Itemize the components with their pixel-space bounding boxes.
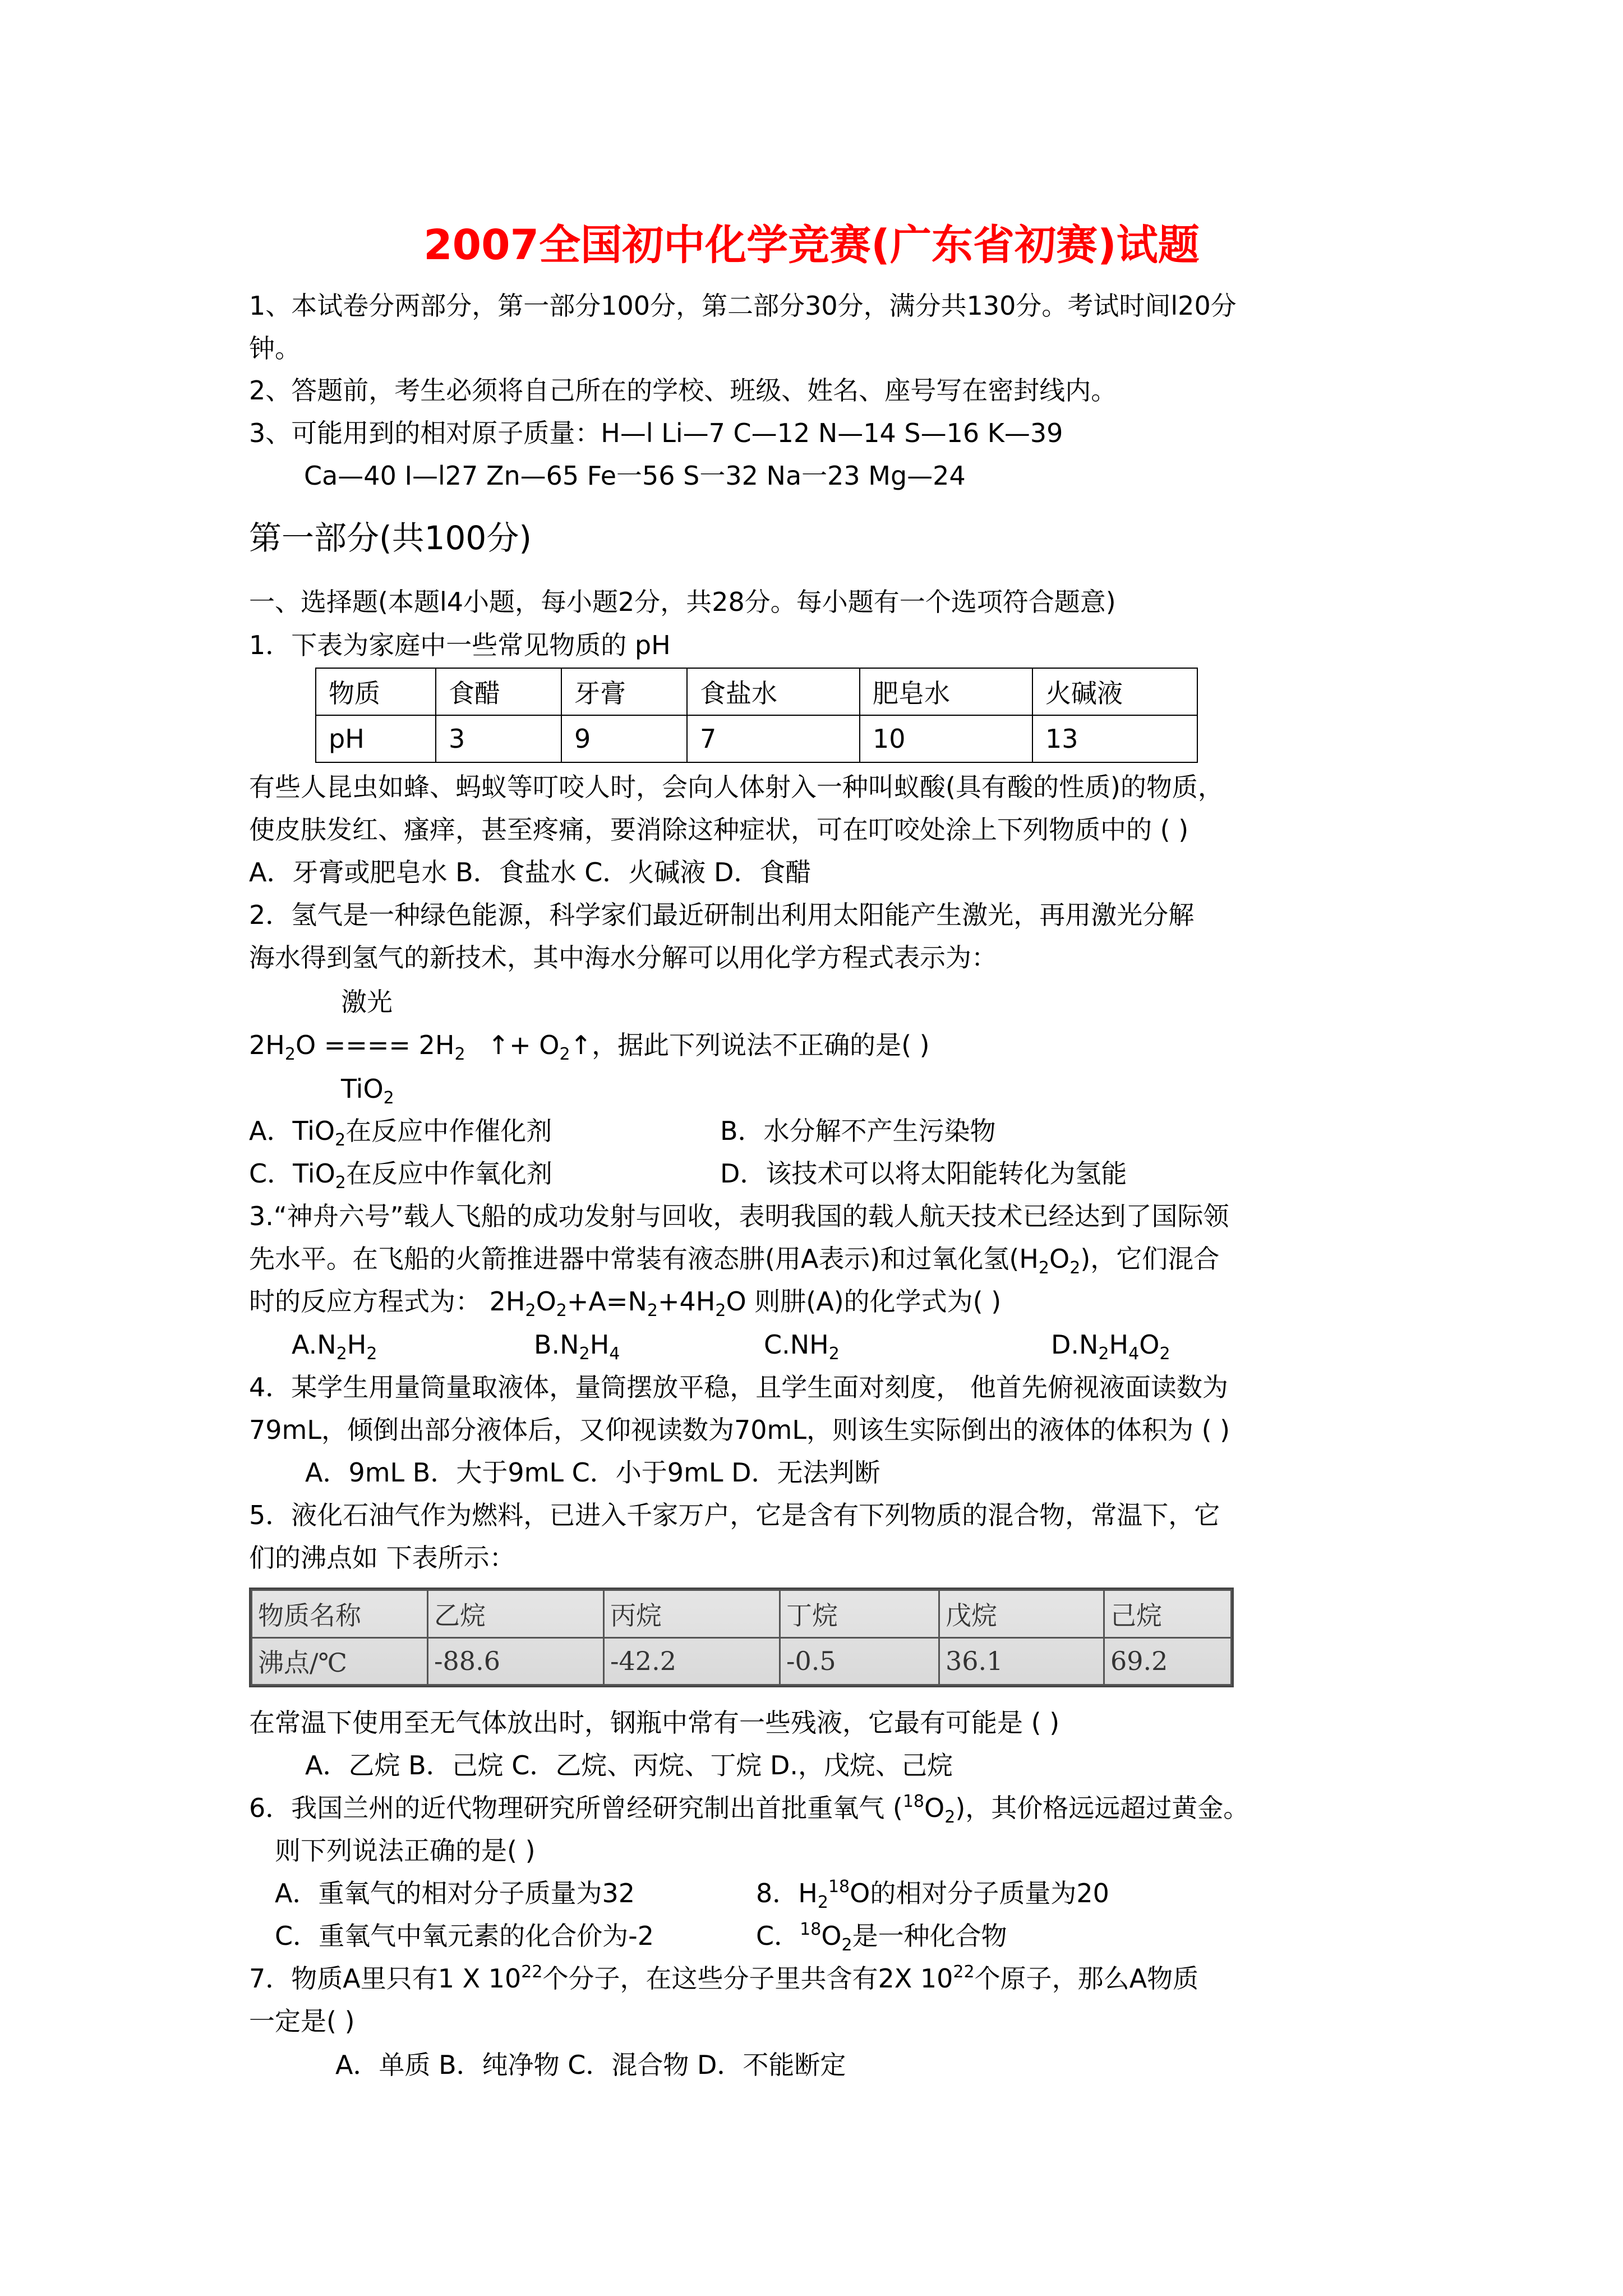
q2-option-b: B．水分解不产生污染物 <box>720 1116 996 1146</box>
q1-stem: 1．下表为家庭中一些常见物质的 pH <box>249 630 671 660</box>
q2-option-c: C．TiO$_2$在反应中作氧化剂 <box>249 1158 552 1193</box>
q3-para-3: 时的反应方程式为： $2H_2O_2+A=N_2+4H_2O$ 则肼(A)的化学式为( ) <box>249 1286 1002 1320</box>
q3-option-c: $C.NH_2$ <box>764 1329 840 1364</box>
q2-para-2: 海水得到氢气的新技术，其中海水分解可以用化学方程式表示为： <box>249 942 997 973</box>
table-cell: -0.5 <box>780 1637 939 1685</box>
boiling-point-table <box>251 1589 1232 1686</box>
table-cell: 食醋 <box>436 668 561 715</box>
boiling-point-table-image <box>249 1588 1234 1687</box>
q3-para-1: 3.“神舟六号”载人飞船的成功发射与回收，表明我国的载人航天技术已经达到了国际领 <box>249 1201 1229 1231</box>
part-heading: 第一部分(共100分) <box>249 519 532 557</box>
table-cell: 火碱液 <box>1032 668 1197 715</box>
q3-option-a: $A.N_2H_2$ <box>292 1329 377 1364</box>
q6-para-1: 6．我国兰州的近代物理研究所曾经研究制出首批重氧气 $(^{18}O_2)$，其价格远远超过黄金。 <box>249 1792 1249 1827</box>
table-cell: 7 <box>687 715 860 762</box>
q4-para-2: 79mL，倾倒出部分液体后，又仰视读数为70mL，则该生实际倒出的液体的体积为 ( ) <box>249 1415 1230 1445</box>
q6-para-2: 则下列说法正确的是( ) <box>275 1835 536 1866</box>
q3-option-d: $D.N_2H_4O_2$ <box>1051 1329 1170 1364</box>
q5-options: A．乙烷 B．己烷 C．乙烷、丙烷、丁烷 D.，戊烷、己烷 <box>305 1750 953 1780</box>
q6-option-b: 8．$H_2^{18}O$的相对分子质量为20 <box>756 1877 1109 1912</box>
table-cell: 3 <box>436 715 561 762</box>
table-cell: 牙膏 <box>561 668 687 715</box>
q7-options: A．单质 B．纯净物 C．混合物 D．不能断定 <box>335 2050 846 2080</box>
ph-table-header <box>316 668 1197 715</box>
table-cell: 物质名称 <box>252 1590 428 1638</box>
bp-table-header <box>252 1590 1232 1638</box>
instruction-1-cont: 钟。 <box>249 333 301 364</box>
instruction-1: 1、本试卷分两部分，第一部分100分，第二部分30分，满分共130分。考试时间l20分 <box>249 291 1237 321</box>
table-cell: 9 <box>561 715 687 762</box>
q1-para-2: 使皮肤发红、瘙痒，甚至疼痛，要消除这种症状，可在叮咬处涂上下列物质中的 ( ) <box>249 815 1189 845</box>
table-cell: 乙烷 <box>428 1590 604 1638</box>
table-cell: 丁烷 <box>780 1590 939 1638</box>
q7-para-2: 一定是( ) <box>249 2006 355 2036</box>
table-cell: 食盐水 <box>687 668 860 715</box>
instruction-3-cont: Ca—40 I—l27 Zn—65 Fe一56 S一32 Na一23 Mg—24 <box>304 461 966 491</box>
q2-para-1: 2．氢气是一种绿色能源，科学家们最近研制出利用太阳能产生激光，再用激光分解 <box>249 900 1195 930</box>
q5-para-1: 5．液化石油气作为燃料，已进入千家万户，它是含有下列物质的混合物，常温下，它 <box>249 1500 1220 1530</box>
q2-option-a: A．TiO$_2$在反应中作催化剂 <box>249 1116 552 1150</box>
table-cell: pH <box>316 715 436 762</box>
table-cell: 沸点/℃ <box>252 1637 428 1685</box>
bp-table-row <box>252 1637 1232 1685</box>
ph-table-row <box>316 715 1197 762</box>
q2-option-d: D．该技术可以将太阳能转化为氢能 <box>720 1158 1127 1189</box>
table-cell: -42.2 <box>604 1637 780 1685</box>
q6-option-d: C．$^{18}O_2$是一种化合物 <box>756 1920 1007 1955</box>
q4-para-1: 4．某学生用量筒量取液体，量筒摆放平稳，且学生面对刻度， 他首先俯视液面读数为 <box>249 1372 1228 1402</box>
q2-eq-above: 激光 <box>341 987 393 1017</box>
table-cell: 戊烷 <box>939 1590 1104 1638</box>
q5-para-2: 们的沸点如 下表所示： <box>249 1543 515 1573</box>
q3-option-b: $B.N_2H_4$ <box>534 1329 620 1364</box>
instruction-3: 3、可能用到的相对原子质量：H—l Li—7 C—12 N—14 S—16 K—39 <box>249 418 1063 448</box>
instruction-2: 2、答题前，考生必须将自己所在的学校、班级、姓名、座号写在密封线内。 <box>249 375 1117 406</box>
q1-para-1: 有些人昆虫如蜂、蚂蚁等叮咬人时，会向人体射入一种叫蚁酸(具有酸的性质)的物质， <box>249 772 1224 802</box>
table-cell: 36.1 <box>939 1637 1104 1685</box>
table-cell: 丙烷 <box>604 1590 780 1638</box>
table-cell: 10 <box>860 715 1032 762</box>
q2-equation: $2H_2O$ ==== $2H_2$ ↑+ $O_2↑$，据此下列说法不正确的是( ) <box>249 1030 930 1064</box>
q1-options: A．牙膏或肥皂水 B．食盐水 C．火碱液 D．食醋 <box>249 857 811 887</box>
table-cell: 物质 <box>316 668 436 715</box>
table-cell: 13 <box>1032 715 1197 762</box>
table-cell: 己烷 <box>1104 1590 1232 1638</box>
q5-para-3: 在常温下使用至无气体放出时，钢瓶中常有一些残液，它最有可能是 ( ) <box>249 1708 1060 1738</box>
table-cell: 69.2 <box>1104 1637 1232 1685</box>
q4-options: A．9mL B．大于9mL C．小于9mL D．无法判断 <box>305 1457 880 1488</box>
q3-para-2: 先水平。在飞船的火箭推进器中常装有液态肼(用A表示)和过氧化氢$(H_2O_2)$，它们混合 <box>249 1244 1220 1278</box>
q6-option-a: A．重氧气的相对分子质量为32 <box>275 1878 635 1908</box>
section-heading: 一、选择题(本题l4小题，每小题2分，共28分。每小题有一个选项符合题意) <box>249 587 1116 617</box>
ph-table <box>315 668 1198 763</box>
table-cell: 肥皂水 <box>860 668 1032 715</box>
table-cell: -88.6 <box>428 1637 604 1685</box>
q7-para-1: 7．物质A里只有1 X $10^{22}$个分子，在这些分子里共含有2X $10^{22}$个原子，那么A物质 <box>249 1962 1199 1994</box>
exam-title: 2007全国初中化学竞赛(广东省初赛)试题 <box>423 221 1200 269</box>
q2-eq-below: TiO$_2$ <box>341 1074 394 1108</box>
q6-option-c: C．重氧气中氧元素的化合价为-2 <box>275 1921 654 1951</box>
